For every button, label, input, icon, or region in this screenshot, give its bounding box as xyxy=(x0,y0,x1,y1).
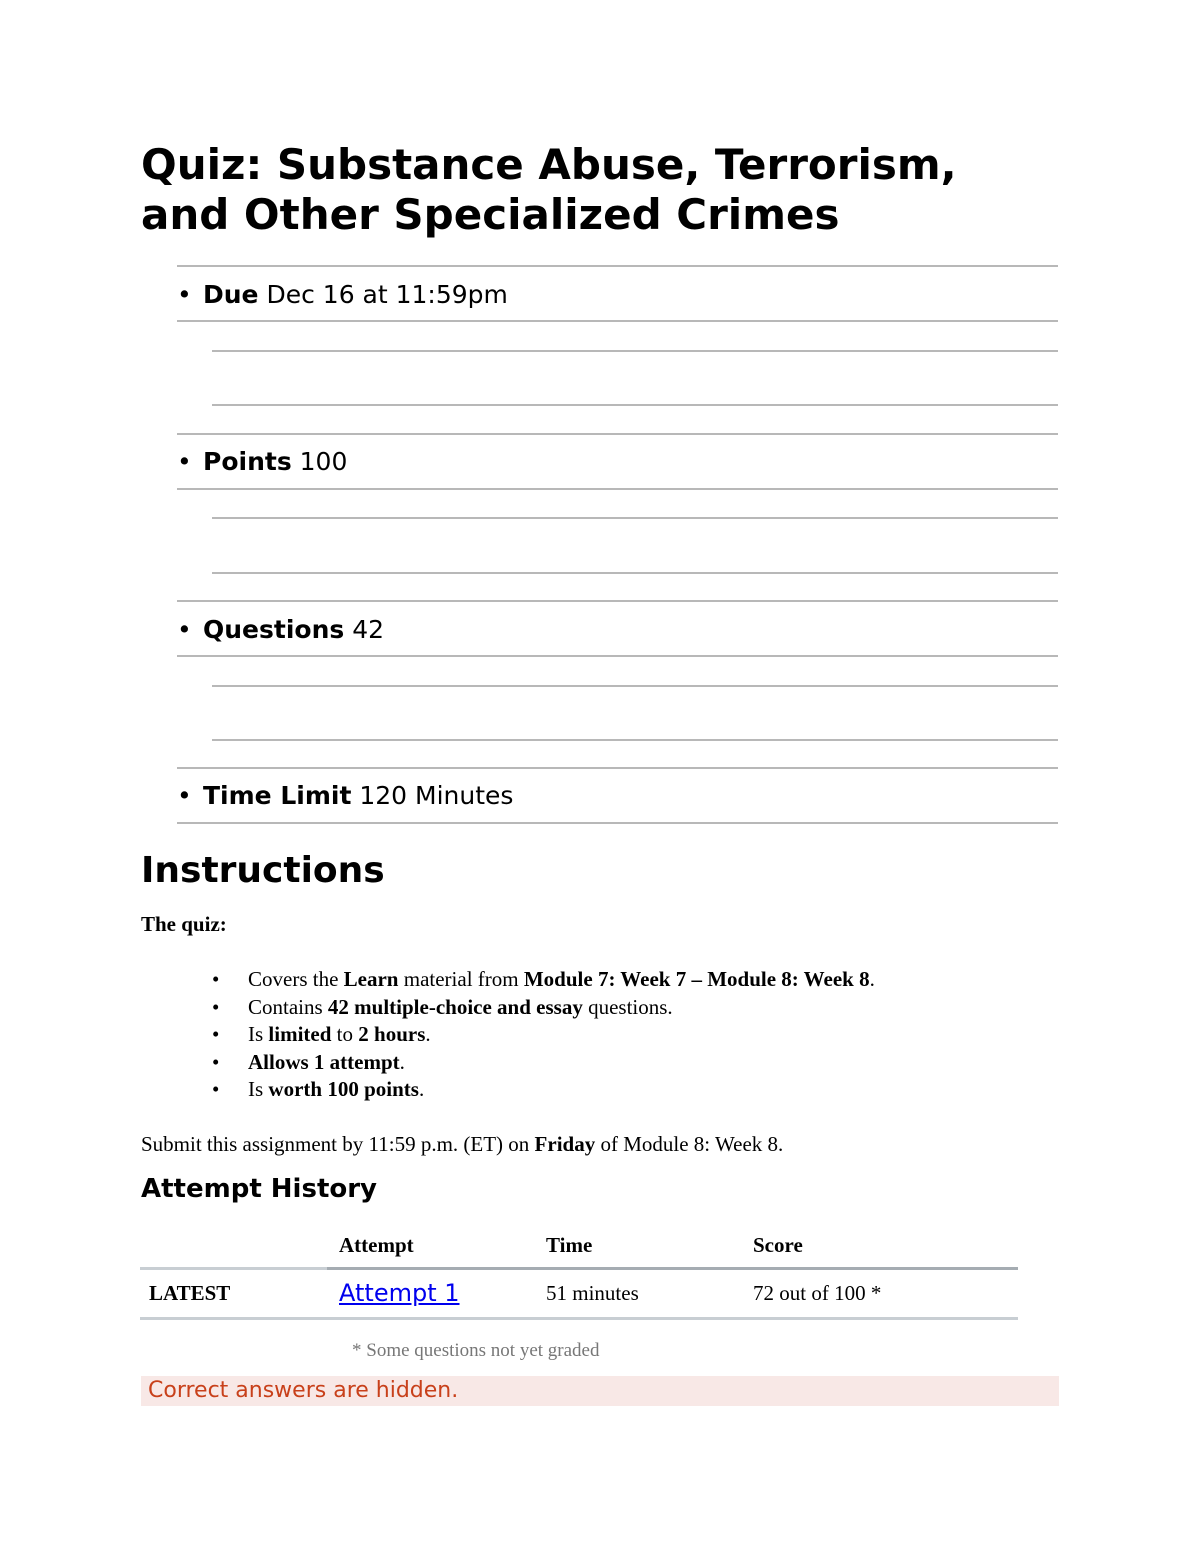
text: Allows 1 attempt xyxy=(248,1049,400,1074)
text: of Module 8: Week 8. xyxy=(595,1132,784,1156)
column-header-attempt: Attempt xyxy=(339,1233,414,1257)
detail-points: • Points 100 xyxy=(177,447,348,476)
text: Friday xyxy=(534,1132,596,1156)
instructions-list xyxy=(212,966,875,1104)
list-item xyxy=(212,966,875,994)
attempt-1-link[interactable]: Attempt 1 xyxy=(339,1279,460,1307)
text: Submit this assignment by 11:59 p.m. (ET) on xyxy=(141,1132,535,1156)
detail-time-limit: • Time Limit 120 Minutes xyxy=(177,781,514,810)
divider xyxy=(177,320,1058,322)
table-row-divider xyxy=(140,1317,1018,1320)
detail-value: 42 xyxy=(352,615,385,644)
detail-label: Time Limit xyxy=(203,781,352,810)
text: Contains xyxy=(248,994,328,1019)
text: to xyxy=(331,1022,359,1046)
latest-tag: LATEST xyxy=(149,1281,231,1305)
divider xyxy=(177,600,1058,602)
attempt-score: 72 out of 100 * xyxy=(753,1281,882,1305)
text: Learn xyxy=(343,967,399,991)
divider xyxy=(177,265,1058,267)
divider xyxy=(212,517,1058,519)
detail-value: Dec 16 at 11:59pm xyxy=(266,280,508,309)
list-item xyxy=(212,1076,875,1104)
alert-text: Correct answers are hidden. xyxy=(148,1378,459,1403)
text: . xyxy=(399,1049,405,1074)
detail-label: Questions xyxy=(203,615,345,644)
text: . xyxy=(418,1077,425,1101)
divider xyxy=(212,685,1058,687)
divider xyxy=(212,350,1058,352)
instructions-heading: Instructions xyxy=(141,850,385,891)
detail-value: 120 Minutes xyxy=(359,781,514,810)
text: worth 100 points xyxy=(268,1077,419,1101)
submit-note xyxy=(141,1132,783,1157)
table-header-divider xyxy=(140,1267,1018,1270)
detail-label: Points xyxy=(203,447,292,476)
text: limited xyxy=(268,1022,332,1046)
list-item xyxy=(212,1049,875,1077)
column-header-time: Time xyxy=(546,1233,593,1257)
divider xyxy=(177,767,1058,769)
column-header-score: Score xyxy=(753,1233,803,1257)
text: material from xyxy=(398,967,524,991)
detail-questions: • Questions 42 xyxy=(177,615,385,644)
text: . xyxy=(869,967,875,991)
text: Is xyxy=(248,1022,269,1046)
instructions-intro: The quiz: xyxy=(141,912,227,936)
grading-note: * Some questions not yet graded xyxy=(352,1340,600,1361)
detail-label: Due xyxy=(203,280,259,309)
attempt-link-cell xyxy=(339,1279,460,1307)
list-item xyxy=(212,994,875,1022)
text: 2 hours xyxy=(358,1022,426,1046)
attempt-time: 51 minutes xyxy=(546,1281,639,1305)
divider xyxy=(212,739,1058,741)
divider xyxy=(212,572,1058,574)
text: 42 multiple-choice and essay xyxy=(327,994,583,1019)
list-item xyxy=(212,1021,875,1049)
text: Is xyxy=(248,1077,269,1101)
divider xyxy=(177,822,1058,824)
divider xyxy=(177,488,1058,490)
attempt-history-heading: Attempt History xyxy=(141,1174,378,1204)
text: . xyxy=(425,1022,431,1046)
divider xyxy=(212,404,1058,406)
text: questions. xyxy=(582,994,673,1019)
divider xyxy=(177,655,1058,657)
page-title: Quiz: Substance Abuse, Terrorism, and Other Specialized Crimes xyxy=(141,140,957,239)
text: Module 7: Week 7 – Module 8: Week 8 xyxy=(523,967,870,991)
text: Covers the xyxy=(248,967,344,991)
divider xyxy=(177,433,1058,435)
detail-due: • Due Dec 16 at 11:59pm xyxy=(177,280,508,309)
correct-answers-hidden-alert xyxy=(141,1376,1059,1406)
detail-value: 100 xyxy=(299,447,348,476)
